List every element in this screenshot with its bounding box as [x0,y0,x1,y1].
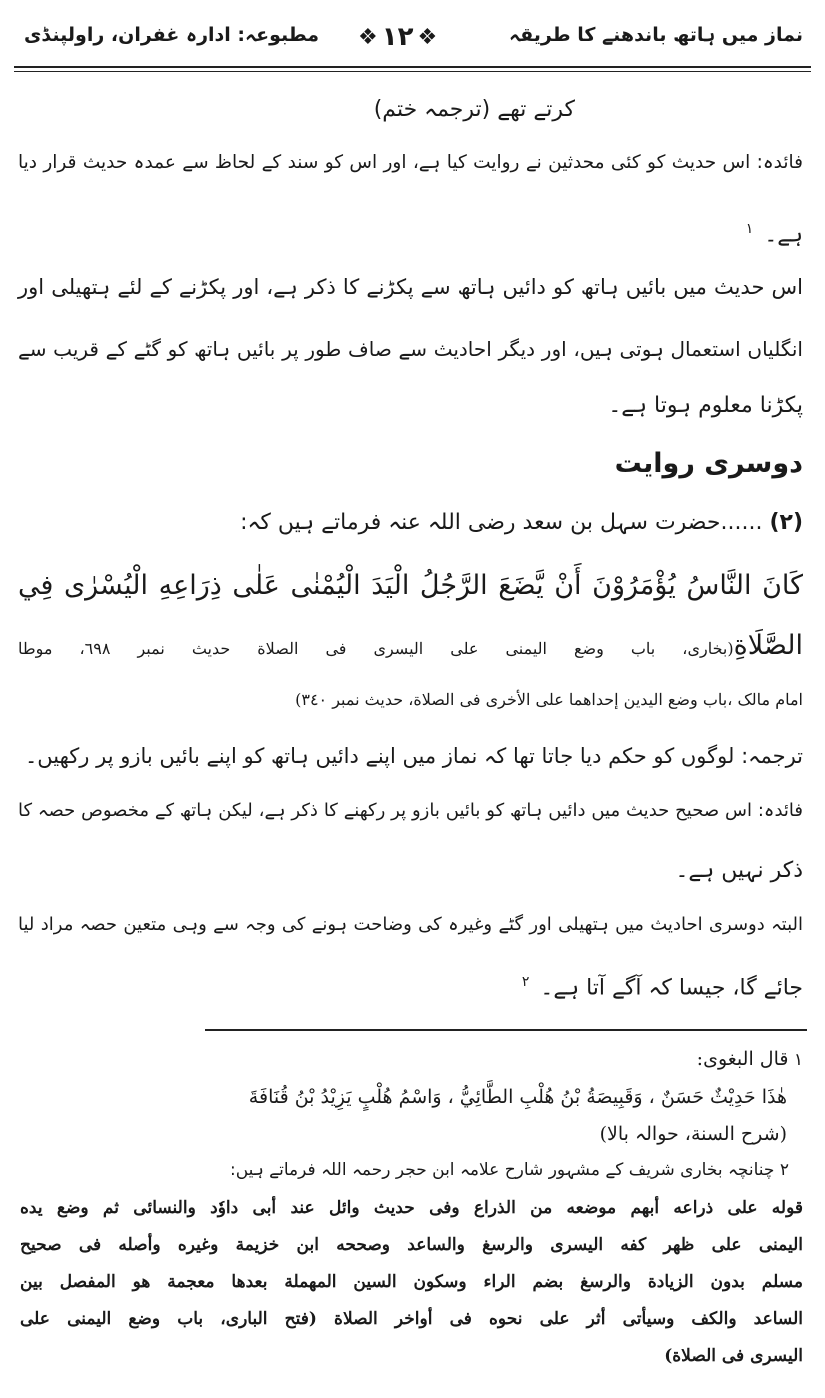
publisher: مطبوعہ: ادارہ غفران، راولپنڈی [24,24,320,46]
footnote-2-arabic-line: قوله على ذراعه أبهم موضعه من الذراع وفى حديث وائل عند أبى داوٗد والنسائى ثم وضع يده [20,1198,803,1218]
text-line: فائدہ: اس حدیث کو کئی محدثین نے روایت کیا ہے، اور اس کو سند کے لحاظ سے عمدہ حدیث قرار دیا [18,152,803,173]
narration-number: (۲) [769,510,803,535]
ornament-icon: ❖ [358,24,378,50]
translation-line: ترجمہ: لوگوں کو حکم دیا جاتا تھا کہ نماز میں اپنے دائیں ہاتھ کو اپنے بائیں بازو پر رکھیں۔ [24,744,803,768]
reference-text: (بخاری، باب وضع اليمنى على اليسرى فى الصلاة حديث نمبر ٦٩٨، موطا [18,639,734,658]
arabic-hadith-line: كَانَ النَّاسُ يُؤْمَرُوْنَ أَنْ يَّضَعَ الرَّجُلُ الْيَدَ الْيُمْنٰى عَلٰى ذِرَاعِهِ الْيُسْرٰى فِي [18,570,803,601]
footnote-2-arabic-line: مسلم بدون الزيادة والرسغ بضم الراء وسكون السين المهملة بعدها معجمة هو المفصل بين [20,1272,803,1292]
text-line: ذکر نہیں ہے۔ [675,858,803,883]
page-number [358,22,437,52]
footnote-2-intro [230,1160,789,1180]
text-line: پکڑنا معلوم ہوتا ہے۔ [608,393,803,418]
footnote-2-arabic-line: اليسرى فى الصلاة) [664,1346,803,1366]
footnote-ref: ۲ [521,974,530,990]
footnote-2-arabic-line: الساعد والكف وسيأتى أثر على نحوه فى أواخر الصلاة (فتح البارى، باب وضع اليمنى على [20,1309,803,1329]
footnote-ref: ۱ [745,221,754,237]
text-line: اس حدیث میں بائیں ہاتھ کو دائیں ہاتھ سے پکڑنے کا ذکر ہے، اور پکڑنے کے لئے ہتھیلی اور [18,275,803,299]
section-heading: دوسری روایت [614,448,803,479]
ornament-icon: ❖ [417,24,438,50]
page-header [14,22,811,68]
text-line: کرتے تھے (ترجمہ ختم) [373,97,575,122]
text-line: انگلیاں استعمال ہوتی ہیں، اور دیگر احادیث سے صاف طور پر بائیں ہاتھ کو گٹے کے قریب سے [18,337,803,361]
text-fragment: ......حضرت سہل بن سعد رضی اللہ عنہ فرماتے ہیں کہ: [240,510,763,535]
header-rule-thin [14,71,811,72]
text-fragment: ہے۔ [764,222,803,248]
header-rule [14,66,811,68]
page-number-value: ۱۲ [381,22,414,52]
footnote-2-arabic-line: اليمنى على ظهر كفه اليسرى والرسغ والساعد وصححه ابن خزيمة وغيره وأصله فى صحيح [20,1235,803,1255]
reference-text: امام مالک ،باب وضع اليدين إحداهما على الأخرى فى الصلاة، حديث نمبر ٣٤٠) [295,690,803,709]
footnote-1-arabic: هٰذَا حَدِيْثٌ حَسَنٌ ، وَقَبِيصَةُ بْنُ هُلْبِ الطَّائِيُّ ، وَاسْمُ هُلْبٍ يَزِيْدُ بْنُ قُنَافَةَ [248,1086,787,1108]
arabic-hadith-line [18,630,803,662]
text-line: فائدہ: اس صحیح حدیث میں دائیں ہاتھ کو بائیں بازو پر رکھنے کا ذکر ہے، لیکن ہاتھ کے مخصوص حصہ کا [18,800,803,821]
footnote-1-label [697,1048,803,1071]
book-title: نماز میں ہاتھ باندھنے کا طریقہ [508,24,803,46]
footnote-mark: ۱ [793,1050,803,1070]
footnote-label: قال البغوی: [696,1048,789,1070]
arabic-fragment: الصَّلَاةِ [733,630,804,661]
footnote-mark: ۲ [779,1160,789,1180]
footnote-rule [205,1029,807,1031]
footnote-1-source: (شرح السنة، حوالہ بالا) [599,1123,787,1145]
text-line: البتہ دوسری احادیث میں ہتھیلی اور گٹے وغیرہ کی وضاحت ہونے کی وجہ سے وہی متعین حصہ مراد لیا [18,914,803,935]
text-line [518,974,803,1002]
text-line [240,510,803,536]
text-line [742,221,803,249]
footnote-text: چنانچہ بخاری شریف کے مشہور شارح علامہ ابن حجر رحمہ اللہ فرماتے ہیں: [230,1160,775,1180]
text-fragment: جائے گا، جیسا کہ آگے آتا ہے۔ [540,975,803,1001]
